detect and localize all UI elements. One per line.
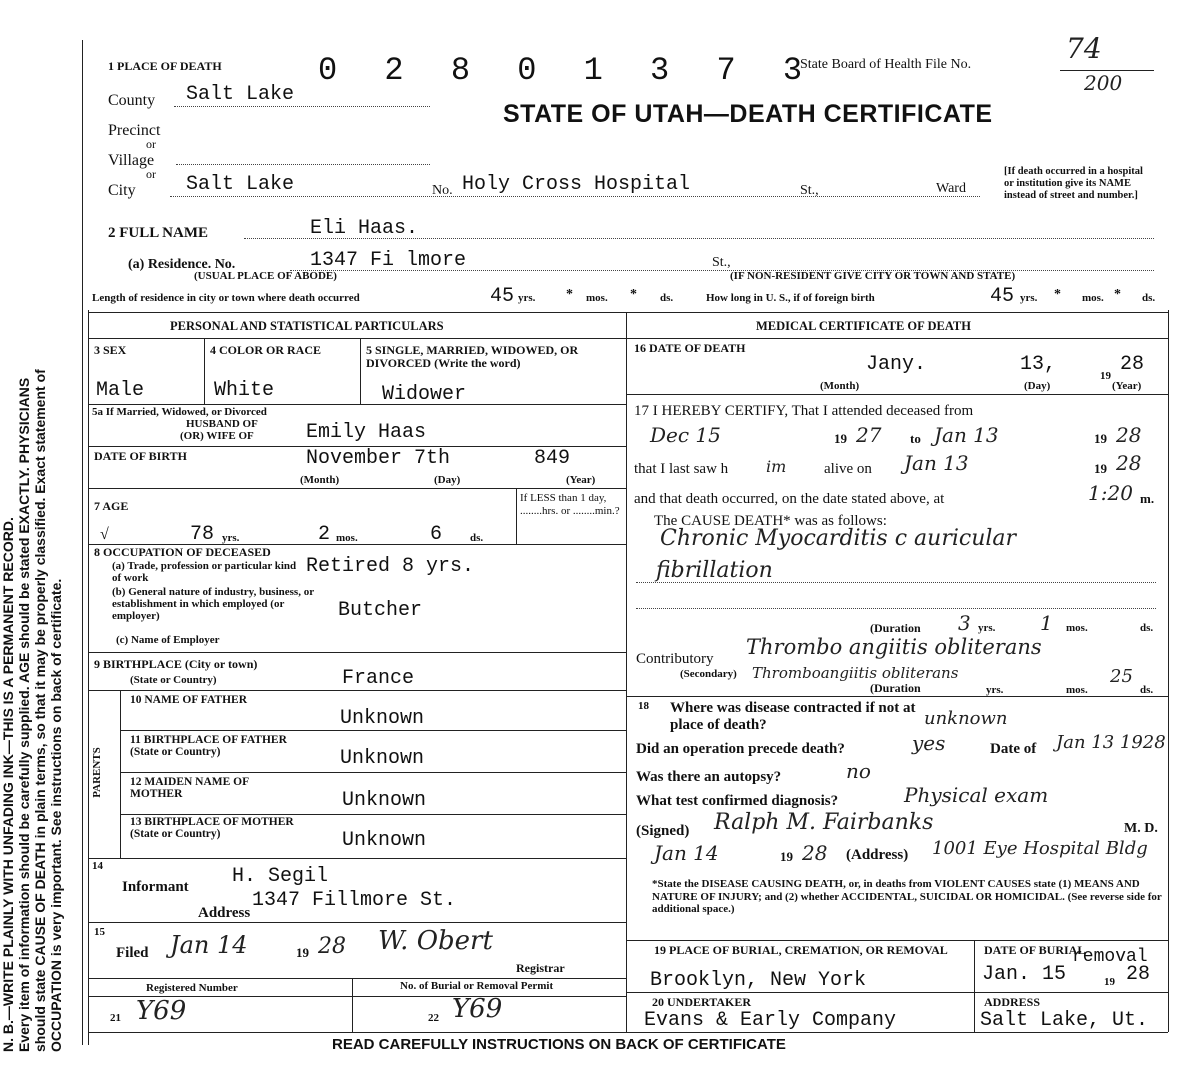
cause-line-2: fibrillation xyxy=(656,558,773,583)
row-rule-1 xyxy=(88,404,626,405)
undertaker-address-value: Salt Lake, Ut. xyxy=(980,1009,1149,1032)
spouse-value: Emily Haas xyxy=(306,421,427,444)
cause-note: *State the DISEASE CAUSING DEATH, or, in deaths from VIOLENT CAUSES state (1) MEANS AND NATURE OF INJURY; and (2) whether ACCIDENTAL, SUICIDAL OR HOMICIDAL. (See reverse side for additional space.) xyxy=(652,878,1162,915)
cause-label: The CAUSE DEATH* was as follows: xyxy=(654,513,887,529)
city-value: Salt Lake xyxy=(186,173,295,196)
age-check: √ xyxy=(100,526,109,543)
certify-label: 17 I HEREBY CERTIFY, That I attended deceased from xyxy=(634,403,974,419)
burial-year: 28 xyxy=(1126,963,1151,986)
dob-year-caption: (Year) xyxy=(566,474,596,486)
operation-date-label: Date of xyxy=(990,741,1037,757)
color-value: White xyxy=(214,379,275,402)
personal-section-title: PERSONAL AND STATISTICAL PARTICULARS xyxy=(170,319,444,333)
test-value: Physical exam xyxy=(904,783,1049,807)
undertaker-label: 20 UNDERTAKER xyxy=(652,995,752,1009)
physician-address-value: 1001 Eye Hospital Bldg xyxy=(932,838,1148,859)
less-than-label: If LESS than 1 day, ........hrs. or ........min.? xyxy=(520,492,620,517)
death-occurred-label: and that death occurred, on the date stated above, at xyxy=(634,491,945,507)
signed-date: Jan 14 xyxy=(654,841,719,865)
informant-label: Informant xyxy=(122,879,189,895)
filed-year: 28 xyxy=(318,934,346,959)
medical-rule-4 xyxy=(626,992,1168,993)
how-long-ds-unit: ds. xyxy=(1142,292,1156,304)
margin-instructions xyxy=(0,52,64,1052)
attended-to-year: 28 xyxy=(1116,423,1142,447)
age-mos-unit: mos. xyxy=(336,532,358,544)
how-long-yrs: 45 xyxy=(990,285,1015,308)
margin-line-2: Every item of information should be carefully supplied. AGE should be stated EXACTLY. PHYSICIANS xyxy=(16,377,32,1052)
death-time-m: m. xyxy=(1140,491,1155,506)
medical-section-title: MEDICAL CERTIFICATE OF DEATH xyxy=(756,319,971,333)
row-rule-10 xyxy=(88,858,626,859)
cause-line-3-rule xyxy=(636,608,1156,609)
burial-year-prefix: 19 xyxy=(1104,976,1115,988)
age-label: 7 AGE xyxy=(94,499,129,513)
death-year: 28 xyxy=(1120,353,1145,376)
informant-address-value: 1347 Fillmore St. xyxy=(252,889,457,912)
row-rule-7 xyxy=(120,730,626,731)
full-name-label: 2 FULL NAME xyxy=(108,225,209,241)
dob-value: November 7th xyxy=(306,447,451,470)
burial-permit-value: Y69 xyxy=(452,994,503,1024)
informant-address-label: Address xyxy=(198,905,251,921)
to-label: to xyxy=(910,431,921,446)
father-name-label: 10 NAME OF FATHER xyxy=(130,694,248,706)
filed-label: Filed xyxy=(116,945,149,961)
sex-divider xyxy=(204,338,205,404)
how-long-mos-star: * xyxy=(1054,287,1061,302)
cause-line-1: Chronic Myocarditis c auricular xyxy=(660,526,1017,551)
last-saw-label: that I last saw h xyxy=(634,461,729,477)
row-rule-8 xyxy=(120,772,626,773)
age-ds-unit: ds. xyxy=(470,532,484,544)
occupation-label: 8 OCCUPATION OF DECEASED xyxy=(94,545,271,559)
signed-label: (Signed) xyxy=(636,823,690,839)
duration2-months: 25 xyxy=(1110,666,1133,687)
item-14: 14 xyxy=(92,860,103,872)
file-no-bottom: 200 xyxy=(1084,71,1123,95)
undertaker-address-label: ADDRESS xyxy=(984,995,1041,1009)
county-line xyxy=(174,106,430,107)
burial-permit-label: No. of Burial or Removal Permit xyxy=(400,980,554,992)
attended-from-year: 27 xyxy=(856,423,882,447)
age-months: 2 xyxy=(318,523,331,546)
duration2-yrs-unit: yrs. xyxy=(986,684,1004,696)
parents-divider xyxy=(120,690,121,858)
less-than-divider xyxy=(516,488,517,544)
duration-mos-unit: mos. xyxy=(1066,622,1088,634)
occupation-a-value: Retired 8 yrs. xyxy=(306,555,475,578)
how-long-ds-star: * xyxy=(1114,287,1121,302)
st-label: St., xyxy=(800,183,819,198)
filed-date: Jan 14 xyxy=(170,931,248,959)
medical-rule-2 xyxy=(626,696,1168,697)
death-year-prefix: 19 xyxy=(1100,370,1111,382)
age-days: 6 xyxy=(430,523,443,546)
alive-on-label: alive on xyxy=(824,461,872,477)
residence-line xyxy=(290,270,1154,271)
signed-year-prefix: 19 xyxy=(780,849,793,864)
spouse-label-2: HUSBAND OF xyxy=(186,418,258,430)
last-saw-date: Jan 13 xyxy=(904,451,969,475)
physician-signature: Ralph M. Fairbanks xyxy=(714,810,934,835)
last-saw-year-prefix: 19 xyxy=(1094,461,1107,476)
mother-birthplace-value: Unknown xyxy=(342,829,427,852)
row-rule-9 xyxy=(120,814,626,815)
mother-birthplace-label: 13 BIRTHPLACE OF MOTHER (State or Country) xyxy=(130,816,294,840)
burial-place-label: 19 PLACE OF BURIAL, CREMATION, OR REMOVAL xyxy=(654,943,948,957)
no-label: No. xyxy=(432,183,453,198)
autopsy-label: Was there an autopsy? xyxy=(636,769,782,785)
death-month: Jany. xyxy=(866,353,927,376)
column-divider xyxy=(626,312,627,1032)
dob-day-caption: (Day) xyxy=(434,474,461,486)
signed-year: 28 xyxy=(802,841,828,865)
operation-value: yes xyxy=(912,731,946,755)
duration-months: 1 xyxy=(1040,611,1053,635)
ward-note: [If death occurred in a hospital or institution give its NAME instead of street and number.] xyxy=(1004,166,1143,201)
father-name-value: Unknown xyxy=(340,707,425,730)
or-2: or xyxy=(146,167,156,181)
registrar-signature: W. Obert xyxy=(378,926,493,956)
duration-yrs-unit: yrs. xyxy=(978,622,996,634)
mother-name-value: Unknown xyxy=(342,789,427,812)
burial-date-value: Jan. 15 xyxy=(982,963,1067,986)
contracted-label: Where was disease contracted if not at place of death? xyxy=(670,700,916,733)
city-label: City xyxy=(108,182,136,199)
dob-month-caption: (Month) xyxy=(300,474,340,486)
row-rule-6 xyxy=(88,690,626,691)
attended-to-date: Jan 13 xyxy=(934,423,999,447)
operation-date-value: Jan 13 1928 xyxy=(1056,732,1166,753)
attended-from-year-prefix: 19 xyxy=(834,431,847,446)
duration2-label: (Duration xyxy=(870,681,921,695)
length-ds-star: * xyxy=(630,287,637,302)
certificate-title: STATE OF UTAH—DEATH CERTIFICATE xyxy=(503,100,993,128)
color-label: 4 COLOR OR RACE xyxy=(210,343,322,357)
birthplace-sub-label: (State or Country) xyxy=(130,674,217,686)
death-day: 13, xyxy=(1020,353,1057,376)
how-long-label: How long in U. S., if of foreign birth xyxy=(706,292,875,304)
frame-bottom xyxy=(88,1032,1168,1033)
test-label: What test confirmed diagnosis? xyxy=(636,793,839,809)
frame-left-inner xyxy=(88,310,89,1045)
death-day-caption: (Day) xyxy=(1024,380,1051,392)
residence-label: (a) Residence. No. xyxy=(128,257,236,272)
length-residence-label: Length of residence in city or town where death occurred xyxy=(92,292,360,304)
residence-value: 1347 Fi lmore xyxy=(310,249,467,272)
occupation-b-label: (b) General nature of industry, business, or establishment in which employed (or employer) xyxy=(112,586,314,622)
cause-line-2-rule xyxy=(636,582,1156,583)
file-no-top: 74 xyxy=(1066,32,1102,65)
birthplace-label: 9 BIRTHPLACE (City or town) xyxy=(94,657,258,671)
how-long-yrs-unit: yrs. xyxy=(1020,292,1038,304)
registered-number-label: Registered Number xyxy=(146,982,238,994)
physician-address-label: (Address) xyxy=(846,847,909,863)
margin-line-4: OCCUPATION is very important. See instructions on back of certificate. xyxy=(48,578,64,1052)
place-of-death-label: 1 PLACE OF DEATH xyxy=(108,59,222,73)
medical-title-rule xyxy=(626,338,1168,339)
village-label: Village xyxy=(108,152,155,169)
filed-year-prefix: 19 xyxy=(296,945,309,960)
parents-label: PARENTS xyxy=(90,747,103,798)
age-yrs-unit: yrs. xyxy=(222,532,240,544)
secondary-label: (Secondary) xyxy=(680,668,737,680)
item-18: 18 xyxy=(638,700,649,712)
contributory-label: Contributory xyxy=(636,651,714,667)
date-of-death-label: 16 DATE OF DEATH xyxy=(634,341,746,355)
row-rule-11 xyxy=(88,922,626,923)
full-name-value: Eli Haas. xyxy=(310,217,419,240)
attended-to-year-prefix: 19 xyxy=(1094,431,1107,446)
length-mos-unit: mos. xyxy=(586,292,608,304)
color-divider xyxy=(360,338,361,404)
medical-rule-3 xyxy=(626,940,1168,941)
attended-from-date: Dec 15 xyxy=(650,423,721,447)
hospital-value: Holy Cross Hospital xyxy=(462,173,691,196)
duration2-ds-unit: ds. xyxy=(1140,684,1154,696)
personal-title-rule xyxy=(88,338,626,339)
dob-label: DATE OF BIRTH xyxy=(94,449,187,463)
item-21: 21 xyxy=(110,1012,121,1024)
duration-label: (Duration xyxy=(870,621,921,635)
registered-number-value: Y69 xyxy=(136,996,187,1026)
how-long-mos-unit: mos. xyxy=(1082,292,1104,304)
father-birthplace-value: Unknown xyxy=(340,747,425,770)
last-saw-year: 28 xyxy=(1116,451,1142,475)
contributory-value-2: Thromboangiitis obliterans xyxy=(752,664,959,682)
md-label: M. D. xyxy=(1124,821,1158,836)
length-residence-yrs: 45 xyxy=(490,285,515,308)
burial-divider xyxy=(974,940,975,1032)
death-month-caption: (Month) xyxy=(820,380,860,392)
father-birthplace-label: 11 BIRTHPLACE OF FATHER (State or Country) xyxy=(130,734,287,758)
precinct-label: Precinct xyxy=(108,122,161,139)
row-rule-5 xyxy=(88,652,626,653)
item-15: 15 xyxy=(94,926,105,938)
county-value: Salt Lake xyxy=(186,83,295,106)
burial-place-value: Brooklyn, New York xyxy=(650,969,867,992)
residence-st: St., xyxy=(712,255,731,270)
duration-years: 3 xyxy=(958,611,971,635)
file-no-label: State Board of Health File No. xyxy=(800,57,972,72)
dob-year: 849 xyxy=(534,447,571,470)
burial-date-label: DATE OF BURIAL xyxy=(984,943,1086,957)
footer-instructions: READ CAREFULLY INSTRUCTIONS ON BACK OF CERTIFICATE xyxy=(332,1036,786,1053)
age-years: 78 xyxy=(190,523,215,546)
marital-value: Widower xyxy=(382,383,467,406)
occupation-b-value: Butcher xyxy=(338,599,423,622)
mother-name-label: 12 MAIDEN NAME OF MOTHER xyxy=(130,776,249,800)
frame-section-top xyxy=(88,312,1168,313)
registrar-label: Registrar xyxy=(516,961,565,975)
city-line xyxy=(170,196,980,197)
margin-line-3: should state CAUSE OF DEATH in plain terms, so that it may be properly classified. Exact statement of xyxy=(32,369,48,1052)
contributory-value-1: Thrombo angiitis obliterans xyxy=(746,635,1042,659)
full-name-line xyxy=(244,238,1154,239)
length-mos-star: * xyxy=(566,287,573,302)
spouse-label-3: (OR) WIFE OF xyxy=(180,430,254,442)
length-yrs-unit: yrs. xyxy=(518,292,536,304)
occupation-c-label: (c) Name of Employer xyxy=(116,634,220,646)
row-rule-3 xyxy=(88,488,626,489)
row-rule-12 xyxy=(88,978,626,979)
village-line xyxy=(176,164,430,165)
death-year-caption: (Year) xyxy=(1112,380,1142,392)
undertaker-value: Evans & Early Company xyxy=(644,1009,897,1032)
item-22: 22 xyxy=(428,1012,439,1024)
duration2-mos-unit: mos. xyxy=(1066,684,1088,696)
informant-value: H. Segil xyxy=(232,865,329,888)
operation-label: Did an operation precede death? xyxy=(636,741,845,757)
frame-right xyxy=(1168,310,1169,1032)
burial-date-word: removal xyxy=(1072,947,1148,967)
contracted-value: unknown xyxy=(924,708,1008,729)
or-1: or xyxy=(146,137,156,151)
occupation-a-label: (a) Trade, profession or particular kind of work xyxy=(112,560,297,584)
medical-rule-1 xyxy=(626,394,1168,395)
sex-label: 3 SEX xyxy=(94,343,127,357)
margin-line-1: N. B.—WRITE PLAINLY WITH UNFADING INK—THIS IS A PERMANENT RECORD. xyxy=(0,517,16,1052)
length-ds-unit: ds. xyxy=(660,292,674,304)
spouse-label-1: 5a If Married, Widowed, or Divorced xyxy=(92,406,267,418)
autopsy-value: no xyxy=(846,759,871,783)
permit-divider xyxy=(352,978,353,1032)
usual-abode-caption: (USUAL PLACE OF ABODE) xyxy=(194,270,337,282)
county-label: County xyxy=(108,92,156,109)
death-time: 1:20 xyxy=(1088,481,1133,505)
duration-ds-unit: ds. xyxy=(1140,622,1154,634)
ward-label: Ward xyxy=(936,181,966,196)
nonresident-caption: (IF NON-RESIDENT GIVE CITY OR TOWN AND STATE) xyxy=(730,270,1016,282)
birthplace-value: France xyxy=(342,667,415,690)
sex-value: Male xyxy=(96,379,145,402)
marital-label: 5 SINGLE, MARRIED, WIDOWED, OR DIVORCED (Write the word) xyxy=(366,343,579,370)
frame-left xyxy=(82,40,83,1045)
serial-number: 0 2 8 0 1 3 7 3 xyxy=(318,52,817,89)
last-saw-him: im xyxy=(766,457,787,476)
